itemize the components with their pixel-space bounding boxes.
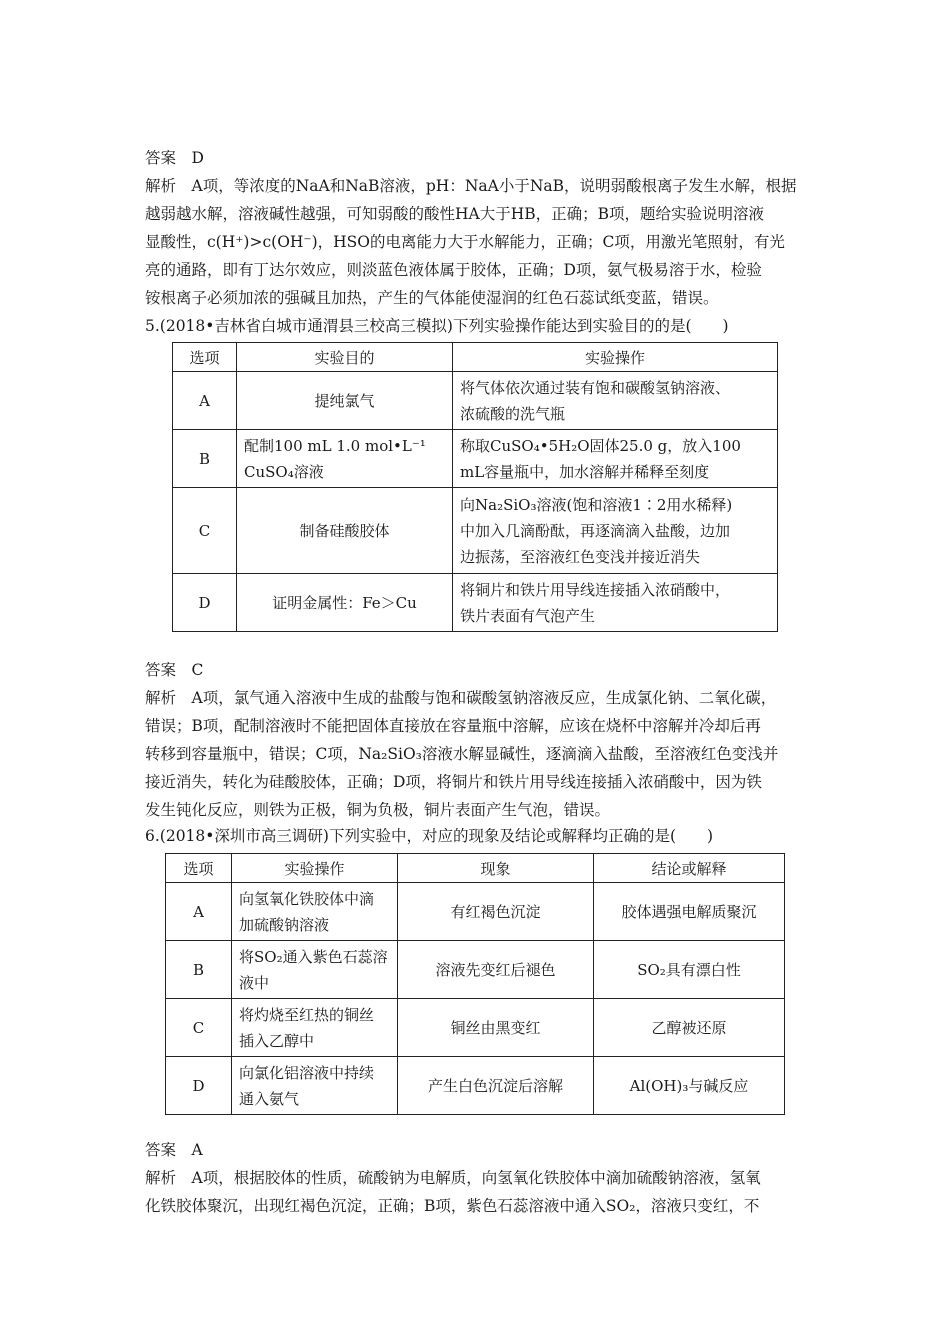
table-row: [166, 999, 785, 1057]
goal-text: 配制100 mL 1.0 mol•L⁻¹: [244, 436, 426, 455]
analysis-line: 显酸性，c(H⁺)>c(OH⁻)，HSO的电离能力大于水解能力，正确；C项，用激光笔照射，有光: [145, 233, 785, 251]
answer-label: 答案 C: [145, 661, 204, 679]
option-cell: C: [173, 488, 237, 574]
header-goal: 实验目的: [237, 343, 453, 372]
header-operation: 实验操作: [232, 854, 398, 883]
option-cell: A: [173, 372, 237, 430]
conclusion-cell: 胶体遇强电解质聚沉: [594, 883, 785, 941]
operation-line: 液中: [239, 973, 270, 992]
analysis-line: 解析 A项，根据胶体的性质，硫酸钠为电解质，向氢氧化铁胶体中滴加硫酸钠溶液，氢氧: [145, 1169, 761, 1187]
operation-cell: [453, 574, 778, 632]
table-header-row: [173, 343, 778, 372]
question-5-table: [172, 342, 778, 632]
operation-line: 插入乙醇中: [239, 1031, 315, 1050]
phenomenon-cell: 有红褐色沉淀: [398, 883, 594, 941]
analysis-line: 亮的通路，即有丁达尔效应，则淡蓝色液体属于胶体，正确；D项，氨气极易溶于水，检验: [145, 261, 762, 279]
analysis-line: 铵根离子必须加浓的强碱且加热，产生的气体能使湿润的红色石蕊试纸变蓝，错误。: [145, 289, 719, 307]
question-5-title: 5.(2018•吉林省白城市通渭县三校高三模拟)下列实验操作能达到实验目的的是( ): [145, 317, 729, 335]
goal-cell: [237, 372, 453, 430]
operation-line: 向Na₂SiO₃溶液(饱和溶液1∶2用水稀释): [460, 495, 733, 514]
operation-cell: [453, 372, 778, 430]
goal-text: CuSO₄溶液: [244, 462, 324, 481]
option-cell: D: [173, 574, 237, 632]
table-row: [173, 372, 778, 430]
operation-line: 通入氨气: [239, 1089, 300, 1108]
conclusion-cell: Al(OH)₃与碱反应: [594, 1057, 785, 1115]
analysis-line: 越弱越水解，溶液碱性越强，可知弱酸的酸性HA大于HB，正确；B项，题给实验说明溶液: [145, 205, 765, 223]
operation-line: 中加入几滴酚酞，再逐滴滴入盐酸，边加: [460, 521, 731, 540]
conclusion-cell: SO₂具有漂白性: [594, 941, 785, 999]
table-row: [166, 883, 785, 941]
phenomenon-cell: 产生白色沉淀后溶解: [398, 1057, 594, 1115]
analysis-line: 解析 A项，等浓度的NaA和NaB溶液，pH：NaA小于NaB，说明弱酸根离子发生水解，根据: [145, 177, 797, 195]
operation-line: 将灼烧至红热的铜丝: [239, 1005, 375, 1024]
goal-cell: [237, 488, 453, 574]
goal-text: 制备硅酸胶体: [299, 522, 390, 540]
operation-line: 向氢氧化铁胶体中滴: [239, 889, 375, 908]
answer-label: 答案 D: [145, 149, 204, 167]
goal-cell: [237, 430, 453, 488]
option-cell: C: [166, 999, 232, 1057]
analysis-line: 化铁胶体聚沉，出现红褐色沉淀，正确；B项，紫色石蕊溶液中通入SO₂，溶液只变红，不: [145, 1197, 760, 1215]
option-cell: D: [166, 1057, 232, 1115]
operation-line: mL容量瓶中，加水溶解并稀释至刻度: [460, 462, 710, 481]
header-option: 选项: [166, 854, 232, 883]
operation-cell: [453, 488, 778, 574]
table-header-row: [166, 854, 785, 883]
table-row: [173, 574, 778, 632]
operation-cell: [232, 1057, 398, 1115]
operation-cell: [232, 883, 398, 941]
operation-line: 向氯化铝溶液中持续: [239, 1063, 375, 1082]
goal-cell: [237, 574, 453, 632]
goal-text: 提纯氯气: [314, 392, 375, 410]
header-conclusion: 结论或解释: [594, 854, 785, 883]
operation-cell: [453, 430, 778, 488]
phenomenon-cell: 铜丝由黑变红: [398, 999, 594, 1057]
conclusion-cell: 乙醇被还原: [594, 999, 785, 1057]
operation-line: 浓硫酸的洗气瓶: [460, 404, 566, 423]
table-row: [166, 1057, 785, 1115]
operation-line: 铁片表面有气泡产生: [460, 606, 596, 625]
table-row: [173, 488, 778, 574]
operation-cell: [232, 999, 398, 1057]
option-cell: A: [166, 883, 232, 941]
analysis-line: 发生钝化反应，则铁为正极，铜为负极，铜片表面产生气泡，错误。: [145, 801, 611, 819]
answer-label: 答案 A: [145, 1141, 203, 1159]
analysis-line: 错误；B项，配制溶液时不能把固体直接放在容量瓶中溶解，应该在烧杯中溶解并冷却后再: [145, 717, 761, 735]
analysis-line: 转移到容量瓶中，错误；C项，Na₂SiO₃溶液水解显碱性，逐滴滴入盐酸，至溶液红色变浅并: [145, 745, 779, 763]
question-6-table: [165, 853, 785, 1115]
operation-line: 加硫酸钠溶液: [239, 915, 330, 934]
option-cell: B: [166, 941, 232, 999]
header-phenomenon: 现象: [398, 854, 594, 883]
option-cell: B: [173, 430, 237, 488]
goal-text: 证明金属性：Fe＞Cu: [272, 594, 417, 612]
header-option: 选项: [173, 343, 237, 372]
analysis-line: 解析 A项，氯气通入溶液中生成的盐酸与饱和碳酸氢钠溶液反应，生成氯化钠、二氧化碳，: [145, 689, 777, 707]
phenomenon-cell: 溶液先变红后褪色: [398, 941, 594, 999]
table-row: [173, 430, 778, 488]
operation-line: 将SO₂通入紫色石蕊溶: [239, 947, 388, 966]
operation-line: 将铜片和铁片用导线连接插入浓硝酸中，: [460, 580, 731, 599]
operation-cell: [232, 941, 398, 999]
operation-line: 将气体依次通过装有饱和碳酸氢钠溶液、: [460, 378, 731, 397]
table-row: [166, 941, 785, 999]
question-6-title: 6.(2018•深圳市高三调研)下列实验中，对应的现象及结论或解释均正确的是( ): [145, 827, 714, 845]
operation-line: 边振荡，至溶液红色变浅并接近消失: [460, 547, 701, 566]
operation-line: 称取CuSO₄•5H₂O固体25.0 g，放入100: [460, 436, 741, 455]
header-operation: 实验操作: [453, 343, 778, 372]
analysis-line: 接近消失，转化为硅酸胶体，正确；D项，将铜片和铁片用导线连接插入浓硝酸中，因为铁: [145, 773, 762, 791]
